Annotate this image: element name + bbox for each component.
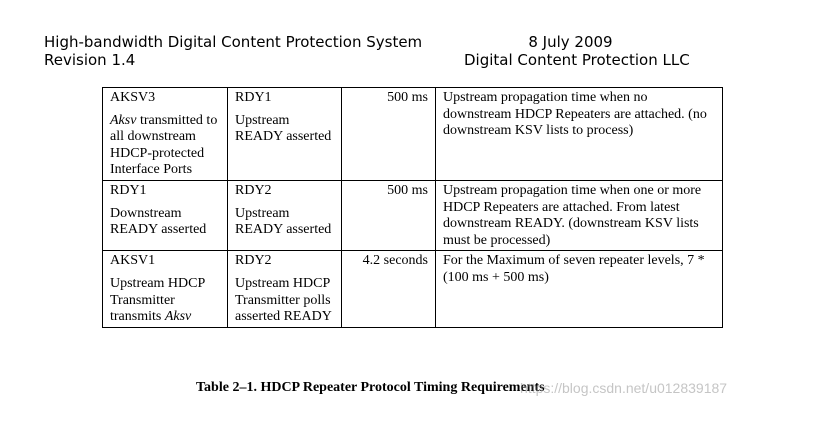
document-header-right [464,33,690,69]
from-description: Upstream HDCP Transmitter transmits Aksv [110,275,205,325]
description-cell: Upstream propagation time when no downstream HDCP Repeaters are attached. (no downstream KSV lists to process) [436,88,723,181]
table-row [103,88,723,181]
from-cell [103,88,228,181]
timing-requirements-table [102,87,723,328]
header-date: 8 July 2009 [528,33,613,51]
header-revision: Revision 1.4 [44,51,136,69]
document-header-left [44,33,422,69]
from-description: Downstream READY asserted [110,205,207,238]
to-event: RDY2 [235,253,272,269]
time-cell: 500 ms [342,88,436,181]
to-description: Upstream READY asserted [235,205,332,238]
to-cell [228,88,342,181]
description-cell: For the Maximum of seven repeater levels, 7 * (100 ms + 500 ms) [436,251,723,327]
to-cell [228,180,342,250]
from-description: Aksv transmitted to all downstream HDCP-protected Interface Ports [110,112,218,178]
to-description: Upstream HDCP Transmitter polls asserted READY [235,275,332,325]
time-cell: 500 ms [342,180,436,250]
table-caption: Table 2–1. HDCP Repeater Protocol Timing Requirements [196,380,545,395]
from-event: RDY1 [110,182,147,198]
from-event: AKSV3 [110,90,156,105]
from-cell [103,251,228,327]
to-description: Upstream READY asserted [235,112,332,145]
header-organization: Digital Content Protection LLC [464,51,690,69]
time-cell: 4.2 seconds [342,251,436,327]
header-title: High-bandwidth Digital Content Protection System [44,33,423,51]
to-event: RDY2 [235,182,272,198]
description-cell: Upstream propagation time when one or more HDCP Repeaters are attached. From latest downstream READY. (downstream KSV lists must be processed) [436,180,723,250]
to-cell [228,251,342,327]
from-cell [103,180,228,250]
watermark: https://blog.csdn.net/u012839187 [520,380,728,396]
table-row [103,180,723,250]
table-row [103,251,723,327]
to-event: RDY1 [235,90,272,105]
from-event: AKSV1 [110,253,156,269]
